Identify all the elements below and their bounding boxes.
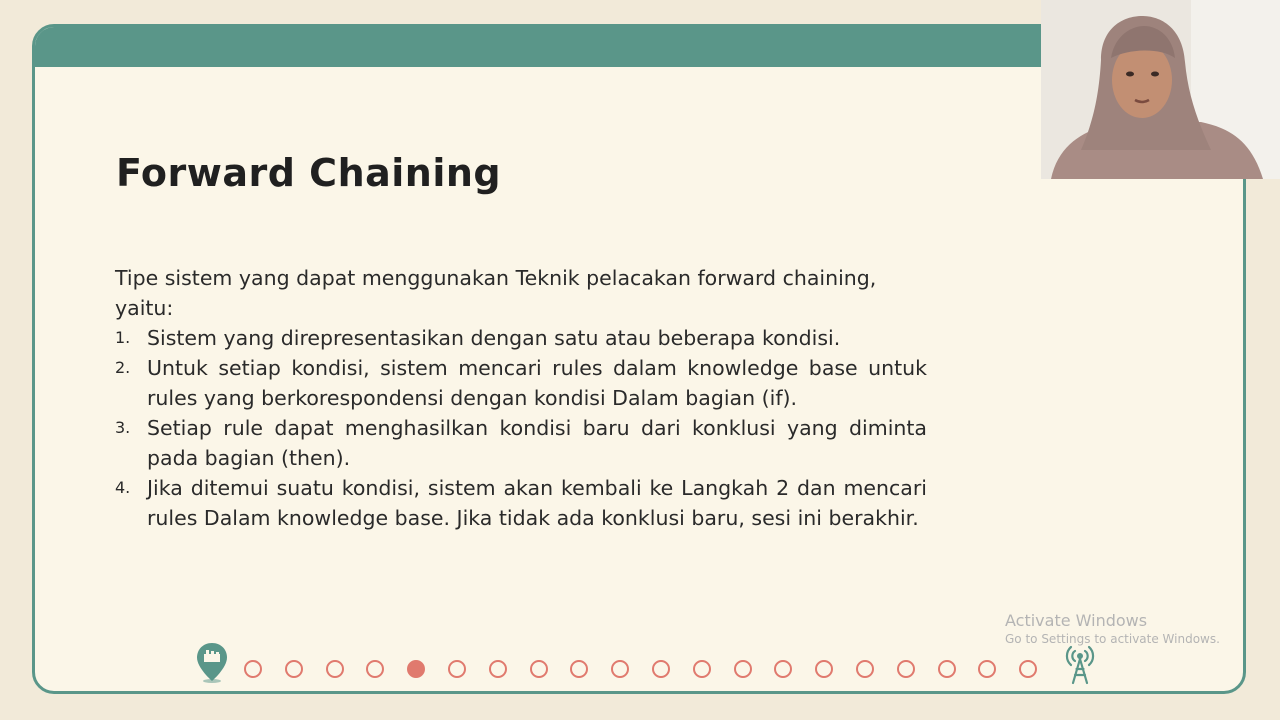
progress-dot[interactable] [938, 660, 956, 678]
antenna-icon[interactable] [1063, 641, 1097, 685]
progress-dot[interactable] [530, 660, 548, 678]
step-text: Sistem yang direpresentasikan dengan satu atau beberapa kondisi. [147, 326, 841, 350]
progress-dot[interactable] [815, 660, 833, 678]
progress-dot[interactable] [856, 660, 874, 678]
step-text: Untuk setiap kondisi, sistem mencari rules dalam knowledge base untuk rules yang berkorespondensi dengan kondisi Dalam bagian (if). [147, 356, 927, 410]
progress-dot[interactable] [611, 660, 629, 678]
progress-dot[interactable] [978, 660, 996, 678]
progress-dot[interactable] [407, 660, 425, 678]
step-number: 1. [115, 328, 131, 347]
progress-dot[interactable] [366, 660, 384, 678]
progress-tracker [193, 639, 1093, 687]
steps-list [115, 323, 927, 533]
slide-content [115, 263, 927, 533]
progress-dot[interactable] [489, 660, 507, 678]
step-number: 4. [115, 478, 131, 497]
list-item [115, 473, 927, 533]
progress-dot[interactable] [285, 660, 303, 678]
progress-dot[interactable] [1019, 660, 1037, 678]
list-item [115, 323, 927, 353]
progress-dot[interactable] [244, 660, 262, 678]
progress-dot[interactable] [448, 660, 466, 678]
slide-title: Forward Chaining [116, 151, 502, 195]
step-number: 3. [115, 418, 131, 437]
step-number: 2. [115, 358, 131, 377]
activate-windows-watermark [1005, 611, 1220, 646]
presenter-video [1041, 0, 1280, 179]
location-pin-icon[interactable] [195, 641, 229, 683]
step-text: Jika ditemui suatu kondisi, sistem akan kembali ke Langkah 2 dan mencari rules Dalam knowledge base. Jika tidak ada konklusi baru, sesi ini berakhir. [147, 476, 927, 530]
progress-dot[interactable] [734, 660, 752, 678]
intro-text: Tipe sistem yang dapat menggunakan Teknik pelacakan forward chaining, yaitu: [115, 266, 877, 320]
progress-dot[interactable] [693, 660, 711, 678]
list-item [115, 353, 927, 413]
watermark-subtitle: Go to Settings to activate Windows. [1005, 632, 1220, 646]
progress-dot[interactable] [570, 660, 588, 678]
progress-dot[interactable] [326, 660, 344, 678]
watermark-title: Activate Windows [1005, 611, 1148, 630]
webcam-overlay [1041, 0, 1280, 179]
list-item [115, 413, 927, 473]
progress-dot[interactable] [774, 660, 792, 678]
progress-dot[interactable] [652, 660, 670, 678]
step-text: Setiap rule dapat menghasilkan kondisi baru dari konklusi yang diminta pada bagian (then). [147, 416, 927, 470]
progress-dot[interactable] [897, 660, 915, 678]
